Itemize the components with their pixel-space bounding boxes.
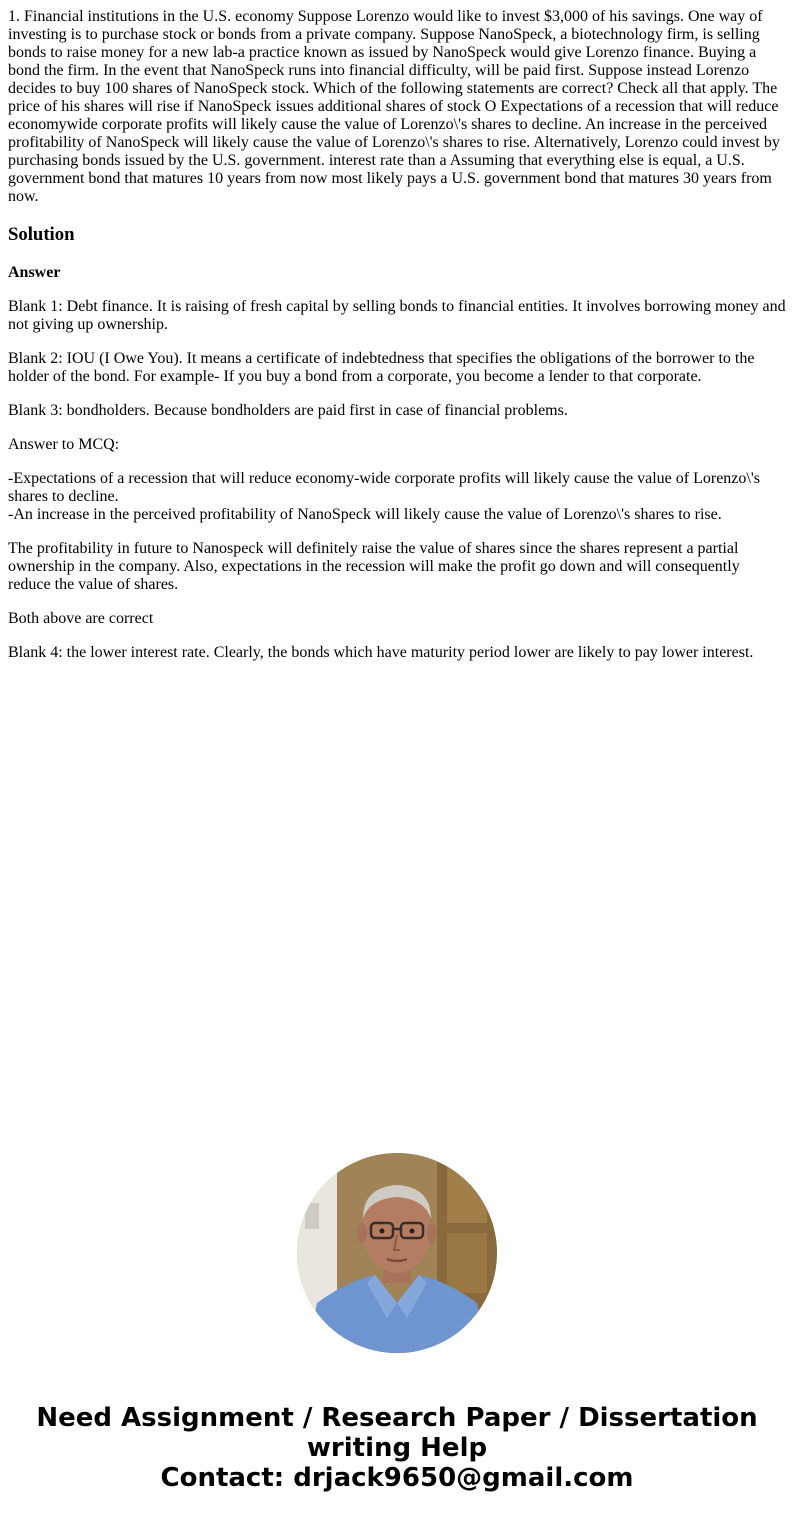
both-correct-note: Both above are correct: [8, 610, 154, 627]
promo-line-1: Need Assignment / Research Paper / Dissertation: [36, 1403, 758, 1433]
promo-line-2: writing Help: [306, 1433, 488, 1463]
promo-banner: [0, 1403, 794, 1493]
mcq-explanation: The profitability in future to Nanospeck will definitely raise the value of shares since the shares represent a partial ownership in the company. Also, expectations in the recession will make the profit go down and will consequently reduce the value of shares.: [8, 540, 740, 593]
mcq-answers: [8, 470, 786, 524]
document-body: [8, 8, 786, 678]
blank-2-answer: Blank 2: IOU (I Owe You). It means a certificate of indebtedness that specifies the obligations of the borrower to the holder of the bond. For example- If you buy a bond from a corporate, you become a lender to that corporate.: [8, 350, 755, 385]
solution-heading: Solution: [8, 224, 75, 245]
mcq-answer-1: -Expectations of a recession that will reduce economy-wide corporate profits will likely cause the value of Lorenzo\'s shares to decline.: [8, 470, 760, 505]
answer-heading: Answer: [8, 264, 61, 281]
question-text: 1. Financial institutions in the U.S. economy Suppose Lorenzo would like to invest $3,000 of his savings. One way of investing is to purchase stock or bonds from a private company. Suppose NanoSpeck, a biotechnology firm, is selling bonds to raise money for a new lab-a practice known as issued by NanoSpeck would give Lorenzo finance. Buying a bond the firm. In the event that NanoSpeck runs into financial difficulty, will be paid first. Suppose instead Lorenzo decides to buy 100 shares of NanoSpeck stock. Which of the following statements are correct? Check all that apply. The price of his shares will rise if NanoSpeck issues additional shares of stock O Expectations of a recession that will reduce economywide corporate profits will likely cause the value of Lorenzo\'s shares to decline. An increase in the perceived profitability of NanoSpeck will likely cause the value of Lorenzo\'s shares to rise. Alternatively, Lorenzo could invest by purchasing bonds issued by the U.S. government. interest rate than a Assuming that everything else is equal, a U.S. government bond that matures 10 years from now most likely pays a U.S. government bond that matures 30 years from now.: [8, 8, 780, 205]
mcq-heading: Answer to MCQ:: [8, 436, 120, 453]
author-avatar: [297, 1153, 497, 1353]
promo-contact: Contact: drjack9650@gmail.com: [160, 1463, 634, 1493]
blank-3-answer: Blank 3: bondholders. Because bondholders are paid first in case of financial problems.: [8, 402, 568, 419]
blank-4-answer: Blank 4: the lower interest rate. Clearly, the bonds which have maturity period lower are likely to pay lower interest.: [8, 644, 754, 661]
mcq-answer-2: -An increase in the perceived profitability of NanoSpeck will likely cause the value of Lorenzo\'s shares to rise.: [8, 506, 722, 523]
blank-1-answer: Blank 1: Debt finance. It is raising of fresh capital by selling bonds to financial entities. It involves borrowing money and not giving up ownership.: [8, 298, 786, 333]
